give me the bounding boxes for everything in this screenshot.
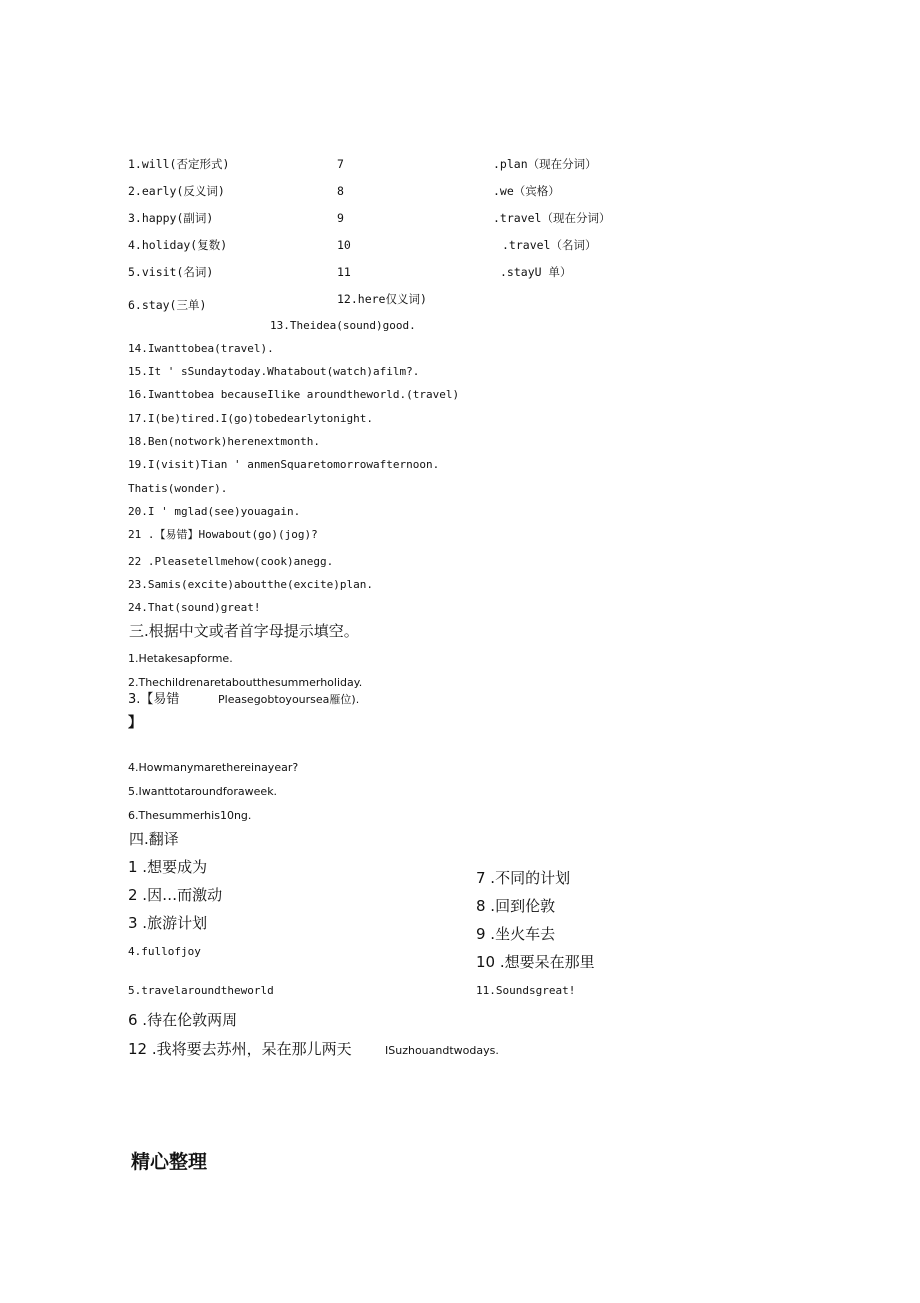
item-8-number: 8 bbox=[337, 184, 344, 198]
translate-12-english: ISuzhouandtwodays. bbox=[385, 1044, 499, 1057]
translate-5: 5.travelaroundtheworld bbox=[128, 984, 274, 997]
sentence-15: 15.It ' sSundaytoday.Whatabout(watch)afilm?. bbox=[128, 365, 420, 378]
sentence-19-continued: Thatis(wonder). bbox=[128, 482, 228, 495]
sentence-23: 23.Samis(excite)aboutthe(excite)plan. bbox=[128, 578, 374, 591]
translate-10: 10 .想要呆在那里 bbox=[476, 953, 595, 971]
translate-4: 4.fullofjoy bbox=[128, 945, 201, 958]
translate-8: 8 .回到伦敦 bbox=[476, 897, 556, 915]
sentence-24: 24.That(sound)great! bbox=[128, 601, 261, 614]
fill-4: 4.Howmanymarethereinayear? bbox=[128, 761, 299, 774]
footer-text: 精心整理 bbox=[131, 1151, 208, 1173]
sentence-13: 13.Theidea(sound)good. bbox=[270, 319, 416, 332]
translate-11: 11.Soundsgreat! bbox=[476, 984, 576, 997]
section-4-heading: 四.翻译 bbox=[129, 830, 179, 848]
item-8: .we（宾格） bbox=[493, 184, 560, 198]
translate-12: 12 .我将要去苏州，呆在那儿两天 bbox=[128, 1040, 352, 1058]
sentence-14: 14.Iwanttobea(travel). bbox=[128, 342, 274, 355]
fill-3-label: 3.【易错 bbox=[128, 692, 180, 707]
item-7: .plan（现在分词） bbox=[493, 157, 597, 171]
item-2: 2.early(反义词) bbox=[128, 184, 225, 198]
item-3: 3.happy(副词) bbox=[128, 211, 214, 225]
item-10-number: 10 bbox=[337, 238, 351, 252]
translate-1: 1 .想要成为 bbox=[128, 858, 208, 876]
sentence-18: 18.Ben(notwork)herenextmonth. bbox=[128, 435, 321, 448]
fill-1: 1.Hetakesapforme. bbox=[128, 652, 233, 665]
item-6: 6.stay(三单) bbox=[128, 298, 207, 312]
item-9: .travel（现在分词） bbox=[493, 211, 611, 225]
sentence-20: 20.I ' mglad(see)youagain. bbox=[128, 505, 301, 518]
fill-3: Pleasegobtoyoursea雁位). bbox=[218, 693, 360, 706]
item-1: 1.will(否定形式) bbox=[128, 157, 230, 171]
translate-9: 9 .坐火车去 bbox=[476, 925, 556, 943]
item-9-number: 9 bbox=[337, 211, 344, 225]
translate-3: 3 .旅游计划 bbox=[128, 914, 208, 932]
item-12: 12.here仅义词) bbox=[337, 292, 427, 306]
sentence-22: 22 .Pleasetellmehow(cook)anegg. bbox=[128, 555, 334, 568]
section-3-heading: 三.根据中文或者首字母提示填空。 bbox=[129, 622, 359, 640]
item-11: .stayU 单） bbox=[500, 265, 572, 279]
sentence-21: 21 .【易错】Howabout(go)(jog)? bbox=[128, 528, 318, 541]
fill-3-bracket: 】 bbox=[128, 715, 142, 731]
sentence-16: 16.Iwanttobea becauseIlike aroundtheworld.(travel) bbox=[128, 388, 460, 401]
translate-6: 6 .待在伦敦两周 bbox=[128, 1011, 238, 1029]
item-11-number: 11 bbox=[337, 265, 351, 279]
item-7-number: 7 bbox=[337, 157, 344, 171]
translate-7: 7 .不同的计划 bbox=[476, 869, 571, 887]
item-4: 4.holiday(复数) bbox=[128, 238, 228, 252]
sentence-19: 19.I(visit)Tian ' anmenSquaretomorrowafternoon. bbox=[128, 458, 440, 471]
fill-6: 6.Thesummerhis10ng. bbox=[128, 809, 252, 822]
item-5: 5.visit(名词) bbox=[128, 265, 214, 279]
item-10: .travel（名词） bbox=[502, 238, 597, 252]
translate-2: 2 .因…而激动 bbox=[128, 886, 223, 904]
fill-5: 5.Iwanttotaroundforaweek. bbox=[128, 785, 278, 798]
sentence-17: 17.I(be)tired.I(go)tobedearlytonight. bbox=[128, 412, 374, 425]
fill-2: 2.Thechildrenaretaboutthesummerholiday. bbox=[128, 676, 363, 689]
